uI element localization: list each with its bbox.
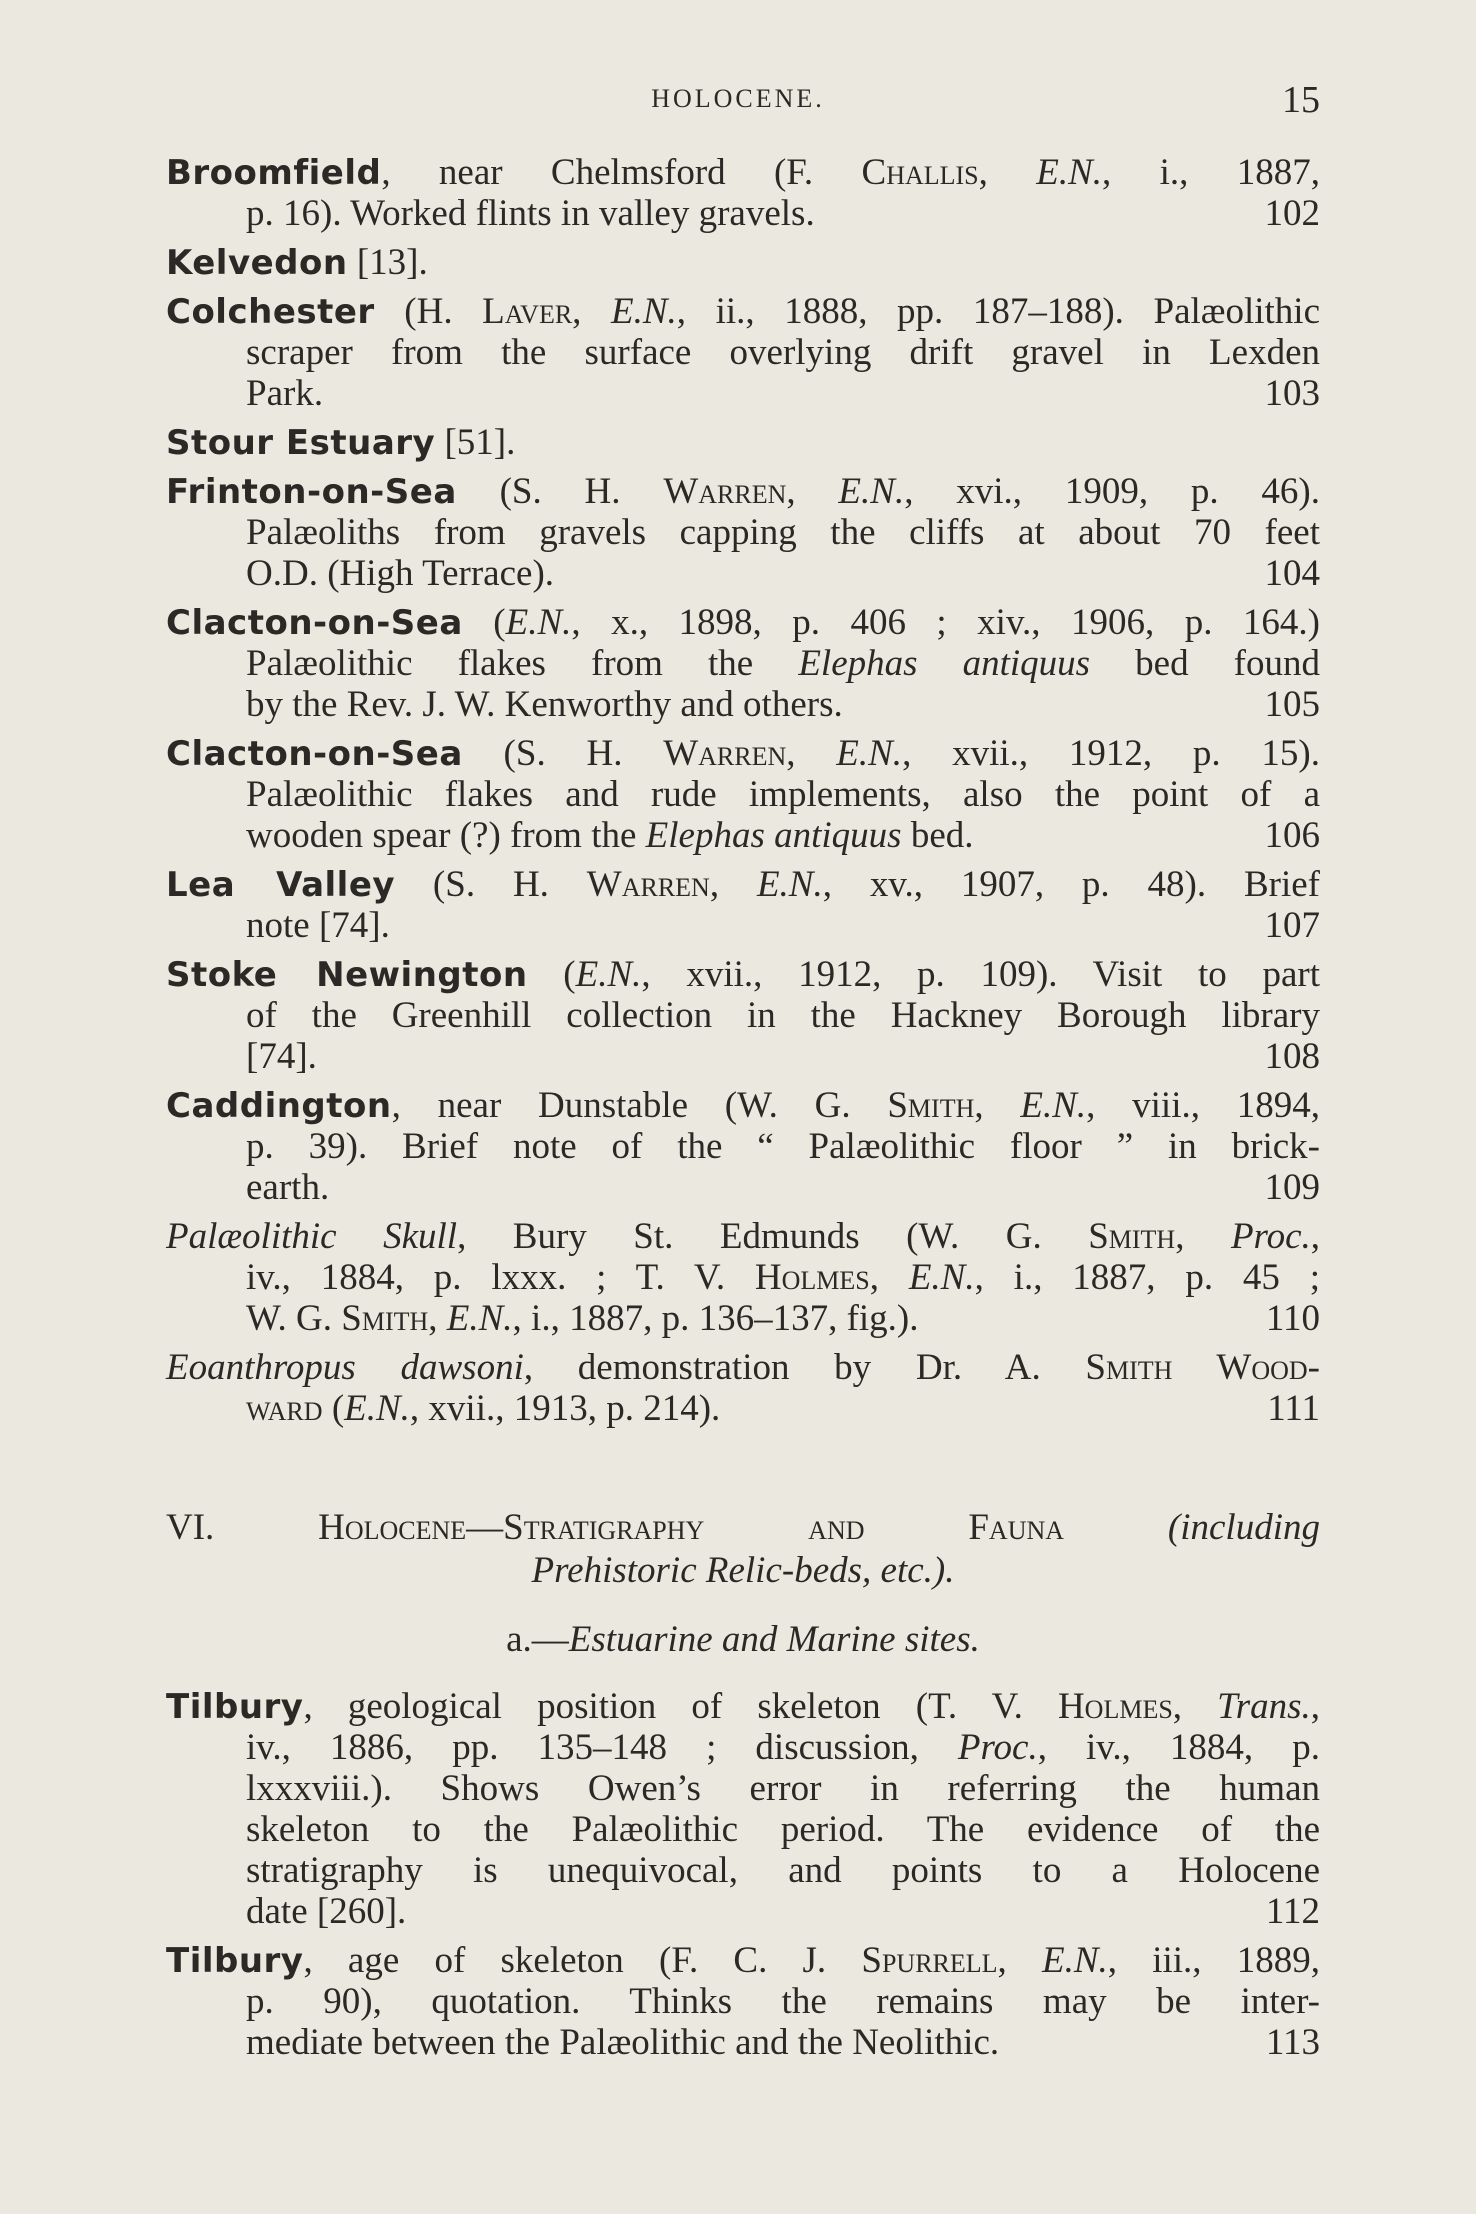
entry-text: , [1310, 1686, 1321, 1727]
entry-list-2 [166, 1686, 1320, 2063]
entry-line-text [246, 1167, 329, 1208]
entry-text: , i., 1887, p. 136–137, fig.). [512, 1298, 919, 1339]
entry-line-text [246, 2022, 999, 2063]
entry-line-text [246, 373, 323, 414]
entry-number: 106 [1264, 815, 1320, 856]
entry-text: Elephas antiquus [645, 815, 902, 856]
entry-text: , [978, 152, 1037, 193]
index-entry [166, 733, 1320, 856]
running-head [0, 78, 1476, 122]
section-heading-line [166, 1507, 1320, 1548]
section-heading [166, 1507, 1320, 1591]
entry-text: , xvii., 1912, p. 109). Visit to part [641, 954, 1320, 995]
entry-line [166, 1085, 1320, 1126]
entry-number: 110 [1265, 1298, 1320, 1339]
entry-line-text [246, 193, 815, 234]
entry-headword: Caddington [166, 1086, 392, 1126]
entry-text: Smith [341, 1298, 429, 1339]
entry-text: ( [527, 954, 576, 995]
section-word-3: Fauna [968, 1507, 1065, 1548]
entry-line [166, 1388, 1320, 1429]
entry-text: E.N. [575, 954, 642, 995]
entry-text: E.N. [1036, 152, 1103, 193]
entry-text: , [786, 733, 837, 774]
entry-text: , xvii., 1912, p. 15). [902, 733, 1320, 774]
entry-line [166, 242, 1320, 283]
entry-line [166, 602, 1320, 643]
entry-text: , ii., 1888, pp. 187–188). Palæolithic [676, 291, 1321, 332]
entry-line [166, 373, 1320, 414]
entry-line-text [246, 1388, 720, 1429]
entry-text: O.D. (High Terrace). [246, 553, 555, 594]
entry-text: , geological position of skeleton (T. V. [303, 1686, 1058, 1727]
entry-text: , [1175, 1216, 1231, 1257]
section-word-1: Holocene—Stratigraphy [318, 1507, 705, 1548]
entry-line [166, 1167, 1320, 1208]
index-entry [166, 471, 1320, 594]
entry-headword: Tilbury [166, 1941, 304, 1981]
entry-text: bed. [901, 815, 974, 856]
entry-line [166, 512, 1320, 553]
entry-text: E.N. [908, 1257, 975, 1298]
index-entry [166, 1940, 1320, 2063]
entry-line [166, 332, 1320, 373]
entry-headword: Clacton-on-Sea [166, 603, 463, 643]
entry-text: of the Greenhill collection in the Hackney Borough library [246, 995, 1320, 1036]
entry-text: , [974, 1085, 1021, 1126]
entry-line [166, 152, 1320, 193]
entry-number: 107 [1264, 905, 1320, 946]
entry-text: E.N. [446, 1298, 513, 1339]
entry-text: , age of skeleton (F. C. J. [303, 1940, 862, 1981]
entry-text: Proc. [1230, 1216, 1311, 1257]
entry-line [166, 1686, 1320, 1727]
running-title: HOLOCENE. [651, 84, 825, 113]
entry-line-text [166, 242, 428, 283]
section-numeral: VI. [166, 1507, 215, 1548]
entry-text: Laver [482, 291, 573, 332]
entry-text: p. 16). Worked flints in valley gravels. [246, 193, 815, 234]
entry-line [166, 954, 1320, 995]
entry-text: earth. [246, 1167, 330, 1208]
entry-number: 103 [1264, 373, 1320, 414]
entry-line [166, 1216, 1320, 1257]
entry-headword: Frinton-on-Sea [166, 472, 457, 512]
entry-number: 105 [1264, 684, 1320, 725]
entry-line-text [246, 905, 390, 946]
entry-headword: Tilbury [166, 1687, 304, 1727]
entry-text: Spurrell [861, 1940, 998, 1981]
subsection-prefix: a.— [506, 1619, 569, 1660]
entry-line [166, 553, 1320, 594]
entry-line [166, 643, 1320, 684]
section-word-2: and [808, 1507, 865, 1548]
entry-headword: Stour Estuary [166, 423, 436, 463]
entry-text: W. G. [246, 1298, 342, 1339]
entry-text: , [1310, 1216, 1320, 1257]
entry-line [166, 1126, 1320, 1167]
index-entry [166, 954, 1320, 1077]
entry-text: [51]. [435, 422, 516, 463]
entry-text: ( [462, 602, 506, 643]
entry-headword: Kelvedon [166, 243, 348, 283]
entry-text: Smith Wood- [1085, 1347, 1320, 1388]
entry-text: p. 39). Brief note of the “ Palæolithic floor ” in brick- [246, 1126, 1320, 1167]
entry-text: , near Dunstable (W. G. [391, 1085, 888, 1126]
entry-line [166, 815, 1320, 856]
entry-line-text [246, 553, 554, 594]
entry-headword: Eoanthropus dawsoni [166, 1347, 524, 1388]
entry-line [166, 1809, 1320, 1850]
entry-number: 109 [1264, 1167, 1320, 1208]
entry-text: , [572, 291, 611, 332]
entry-line [166, 684, 1320, 725]
index-entry [166, 422, 1320, 463]
index-entry [166, 602, 1320, 725]
entry-text: p. 90), quotation. Thinks the remains may be inter- [246, 1981, 1320, 2022]
entry-text: E.N. [344, 1388, 410, 1429]
entry-text: Trans. [1217, 1686, 1311, 1727]
entry-line [166, 1347, 1320, 1388]
page-number: 15 [1282, 79, 1320, 121]
entry-headword: Broomfield [166, 153, 382, 193]
entry-text: , [428, 1298, 447, 1339]
entry-text: mediate between the Palæolithic and the Neolithic. [246, 2022, 1000, 2063]
entry-text: ward [246, 1388, 323, 1429]
entry-line [166, 1298, 1320, 1339]
entry-text: , [786, 471, 839, 512]
entry-line [166, 864, 1320, 905]
entry-text: , iv., 1884, p. [1037, 1727, 1320, 1768]
entry-text: date [260]. [246, 1891, 407, 1932]
entry-line [166, 1257, 1320, 1298]
entry-number: 104 [1264, 553, 1320, 594]
entry-text: iv., 1886, pp. 135–148 ; discussion, [246, 1727, 958, 1768]
entry-text: Warren [586, 864, 710, 905]
entry-text: by the Rev. J. W. Kenworthy and others. [246, 684, 843, 725]
entry-line [166, 1981, 1320, 2022]
entry-text: E.N. [1041, 1940, 1108, 1981]
subsection-title: Estuarine and Marine sites. [568, 1619, 980, 1660]
entry-number: 111 [1267, 1388, 1320, 1429]
entry-text: E.N. [838, 471, 905, 512]
entry-text: (S. H. [462, 733, 664, 774]
entry-line [166, 1891, 1320, 1932]
entry-line-text [246, 1036, 317, 1077]
entry-text: , xvi., 1909, p. 46). [904, 471, 1321, 512]
entry-text: (S. H. [395, 864, 587, 905]
content [166, 152, 1320, 2071]
entry-text: , [869, 1257, 909, 1298]
entry-text: (S. H. [456, 471, 664, 512]
entry-line [166, 995, 1320, 1036]
entry-line-text [246, 815, 974, 856]
entry-headword: Stoke Newington [166, 955, 528, 995]
index-entry [166, 1347, 1320, 1429]
entry-line-text [166, 422, 515, 463]
entry-text: , viii., 1894, [1086, 1085, 1320, 1126]
entry-text: stratigraphy is unequivocal, and points to a Holocene [246, 1850, 1320, 1891]
entry-text: (H. [374, 291, 483, 332]
entry-number: 112 [1265, 1891, 1320, 1932]
entry-text: , near Chelmsford (F. [381, 152, 862, 193]
entry-number: 113 [1265, 2022, 1320, 2063]
entry-text: , x., 1898, p. 406 ; xiv., 1906, p. 164.) [571, 602, 1321, 643]
entry-text: Holmes [1057, 1686, 1173, 1727]
entry-text: Holmes [754, 1257, 870, 1298]
entry-text: Smith [1088, 1216, 1176, 1257]
entry-headword: Lea Valley [166, 865, 396, 905]
entry-line [166, 1036, 1320, 1077]
entry-text: Park. [246, 373, 324, 414]
entry-text: [74]. [246, 1036, 317, 1077]
section-italic-tail: (including [1167, 1507, 1320, 1548]
entry-line [166, 2022, 1320, 2063]
entry-text: Elephas antiquus [798, 643, 1091, 684]
entry-line-text [246, 1891, 406, 1932]
entry-text: , Bury St. Edmunds (W. G. [457, 1216, 1089, 1257]
entry-text: , demonstration by Dr. A. [523, 1347, 1086, 1388]
index-entry [166, 242, 1320, 283]
entry-text: Challis [861, 152, 979, 193]
entry-text: E.N. [505, 602, 572, 643]
entry-line [166, 471, 1320, 512]
entry-headword: Colchester [166, 292, 375, 332]
entry-text: lxxxviii.). Shows Owen’s error in referring the human [246, 1768, 1320, 1809]
entry-line [166, 1940, 1320, 1981]
entry-text: bed found [1090, 643, 1320, 684]
entry-text: , [709, 864, 757, 905]
entry-headword: Clacton-on-Sea [166, 734, 463, 774]
index-entry [166, 1686, 1320, 1932]
entry-text: [13]. [347, 242, 428, 283]
index-entry [166, 1216, 1320, 1339]
index-entry [166, 291, 1320, 414]
entry-line [166, 1850, 1320, 1891]
entry-text: Proc. [957, 1727, 1038, 1768]
entry-text: , xvii., 1913, p. 214). [409, 1388, 721, 1429]
entry-line [166, 774, 1320, 815]
entry-text: , i., 1887, p. 45 ; [974, 1257, 1321, 1298]
entry-text: Palæolithic flakes and rude implements, also the point of a [246, 774, 1320, 815]
entry-text: wooden spear (?) from the [246, 815, 646, 856]
entry-line [166, 193, 1320, 234]
entry-line [166, 291, 1320, 332]
entry-line [166, 422, 1320, 463]
index-entry [166, 152, 1320, 234]
entry-text: ( [322, 1388, 345, 1429]
entry-text: Warren [663, 733, 787, 774]
entry-number: 102 [1264, 193, 1320, 234]
entry-text: E.N. [611, 291, 677, 332]
entry-text: Smith [887, 1085, 975, 1126]
entry-text: , xv., 1907, p. 48). Brief [822, 864, 1321, 905]
entry-line [166, 1768, 1320, 1809]
entry-headword: Palæolithic Skull [166, 1216, 458, 1257]
entry-text: E.N. [1020, 1085, 1087, 1126]
index-entry [166, 1085, 1320, 1208]
entry-text: , [1172, 1686, 1218, 1727]
entry-text: E.N. [756, 864, 823, 905]
section-heading-continuation: Prehistoric Relic-beds, etc.). [531, 1550, 955, 1591]
index-entry [166, 864, 1320, 946]
entry-line [166, 1727, 1320, 1768]
entry-text: E.N. [836, 733, 903, 774]
entry-text: , [997, 1940, 1042, 1981]
subsection-heading [166, 1619, 1320, 1660]
entry-number: 108 [1264, 1036, 1320, 1077]
entry-text: Warren [663, 471, 787, 512]
entry-text: iv., 1884, p. lxxx. ; T. V. [246, 1257, 755, 1298]
entry-text: , i., 1887, [1102, 152, 1321, 193]
entry-text: Palæolithic flakes from the [246, 643, 799, 684]
entry-text: skeleton to the Palæolithic period. The evidence of the [246, 1809, 1320, 1850]
entry-text: note [74]. [246, 905, 390, 946]
entry-line [166, 905, 1320, 946]
entry-text: Palæoliths from gravels capping the cliffs at about 70 feet [246, 512, 1320, 553]
entry-text: scraper from the surface overlying drift gravel in Lexden [246, 332, 1320, 373]
entry-line-text [246, 1298, 919, 1339]
entry-list [166, 152, 1320, 1429]
entry-line-text [246, 684, 843, 725]
entry-line [166, 733, 1320, 774]
entry-text: , iii., 1889, [1107, 1940, 1321, 1981]
